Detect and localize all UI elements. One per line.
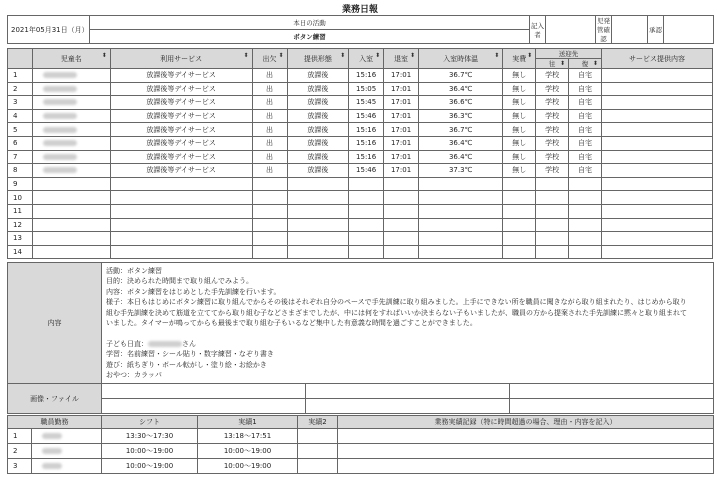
cell-in[interactable]: 15:16	[349, 123, 384, 137]
blurred-name	[42, 433, 62, 439]
file-slot[interactable]	[102, 399, 306, 414]
cell-fee[interactable]: 無し	[503, 109, 536, 123]
child-name[interactable]	[32, 177, 110, 191]
cell-form[interactable]: 放課後	[287, 109, 349, 123]
col-service[interactable]	[110, 49, 252, 69]
sort-icon[interactable]: ⬍	[278, 52, 284, 59]
cell-att[interactable]: 出	[252, 150, 287, 164]
table-row[interactable]	[8, 123, 713, 137]
table-row[interactable]	[8, 177, 713, 191]
cell-fee[interactable]	[503, 191, 536, 205]
cell-temp[interactable]: 36.7℃	[419, 69, 503, 83]
cell-att[interactable]: 出	[252, 82, 287, 96]
content-line: おやつ：カラッパ	[106, 371, 162, 380]
cell-out[interactable]: 17:01	[384, 136, 419, 150]
col-actual1: 実績1	[198, 416, 298, 429]
row-number: 14	[8, 245, 33, 259]
cell-in[interactable]: 15:16	[349, 136, 384, 150]
sort-icon[interactable]: ⬍	[527, 52, 533, 59]
staff-shift[interactable]: 13:30〜17:30	[102, 429, 198, 444]
row-number: 13	[8, 232, 33, 246]
blurred-name	[43, 72, 77, 78]
cell-content[interactable]	[601, 245, 712, 259]
staff-record[interactable]	[338, 429, 714, 444]
blurred-name	[42, 463, 62, 469]
staff-actual1[interactable]: 10:00〜19:00	[198, 459, 298, 474]
staff-record[interactable]	[338, 444, 714, 459]
cell-fee[interactable]: 無し	[503, 123, 536, 137]
row-number: 1	[8, 69, 33, 83]
cell-content[interactable]	[601, 69, 712, 83]
cell-in[interactable]: 15:05	[349, 82, 384, 96]
content-table	[7, 262, 714, 384]
staff-number: 1	[8, 429, 32, 444]
cell-out[interactable]	[384, 191, 419, 205]
confirm-field[interactable]	[612, 16, 648, 44]
content-spacer	[106, 328, 709, 338]
cell-out[interactable]	[384, 204, 419, 218]
cell-temp[interactable]	[419, 191, 503, 205]
content-line: いました。タイマーが鳴ってからも最後まで取り組む子もいるなど集中した有意義な時間を過ごすことができました。	[106, 319, 477, 328]
row-number: 8	[8, 164, 33, 178]
col-attendance[interactable]	[252, 49, 287, 69]
cell-in[interactable]: 15:16	[349, 69, 384, 83]
cell-service[interactable]	[110, 204, 252, 218]
table-row[interactable]	[8, 69, 713, 83]
row-number: 7	[8, 150, 33, 164]
staff-name[interactable]	[32, 429, 102, 444]
cell-temp[interactable]: 36.3℃	[419, 109, 503, 123]
cell-content[interactable]	[601, 82, 712, 96]
cell-temp[interactable]: 36.4℃	[419, 82, 503, 96]
cell-go[interactable]	[536, 177, 569, 191]
table-row[interactable]	[8, 96, 713, 110]
cell-temp[interactable]	[419, 218, 503, 232]
table-row[interactable]	[8, 218, 713, 232]
child-name[interactable]	[32, 123, 110, 137]
staff-actual2[interactable]	[298, 459, 338, 474]
cell-att[interactable]	[252, 191, 287, 205]
files-table	[7, 383, 714, 414]
child-name[interactable]	[32, 136, 110, 150]
cell-go[interactable]	[536, 245, 569, 259]
cell-fee[interactable]	[503, 204, 536, 218]
cell-fee[interactable]: 無し	[503, 150, 536, 164]
content-line: 学習：名前練習・シール貼り・数字練習・なぞり書き	[106, 350, 274, 359]
content-line: 目的：決められた時間まで取り組んでみよう。	[106, 277, 253, 286]
col-name[interactable]	[32, 49, 110, 69]
child-name[interactable]	[32, 218, 110, 232]
table-row[interactable]	[8, 109, 713, 123]
cell-go[interactable]: 学校	[536, 82, 569, 96]
staff-rows	[8, 429, 714, 474]
col-out[interactable]	[384, 49, 419, 69]
content-line-duty	[106, 339, 709, 349]
cell-service[interactable]: 放課後等デイサービス	[110, 96, 252, 110]
cell-back[interactable]: 自宅	[569, 82, 602, 96]
approve-label: 承認	[648, 16, 664, 44]
child-name[interactable]	[32, 232, 110, 246]
cell-in[interactable]: 15:16	[349, 150, 384, 164]
col-form-label: 提供形態	[303, 54, 332, 63]
duty-child-name	[148, 341, 182, 347]
cell-out[interactable]: 17:01	[384, 96, 419, 110]
report-date: 2021年05月31日（月）	[8, 16, 90, 44]
row-number: 10	[8, 191, 33, 205]
cell-fee[interactable]: 無し	[503, 96, 536, 110]
cell-out[interactable]	[384, 245, 419, 259]
cell-back[interactable]: 自宅	[569, 69, 602, 83]
content-line: 内容：ボタン練習をはじめとした手先訓練を行います。	[106, 287, 281, 296]
col-go-label: 往	[548, 60, 556, 68]
cell-form[interactable]: 放課後	[287, 123, 349, 137]
cell-out[interactable]: 17:01	[384, 150, 419, 164]
blurred-name	[43, 167, 77, 173]
table-row[interactable]	[8, 136, 713, 150]
staff-row[interactable]	[8, 429, 714, 444]
daily-report-page	[7, 0, 713, 480]
cell-content[interactable]	[601, 123, 712, 137]
cell-temp[interactable]	[419, 177, 503, 191]
cell-service[interactable]	[110, 177, 252, 191]
cell-back[interactable]: 自宅	[569, 109, 602, 123]
cell-content[interactable]	[601, 191, 712, 205]
cell-back[interactable]	[569, 204, 602, 218]
blurred-name	[43, 140, 77, 146]
sort-icon[interactable]: ⬍	[560, 60, 566, 67]
table-row[interactable]	[8, 82, 713, 96]
cell-service[interactable]	[110, 232, 252, 246]
cell-go[interactable]: 学校	[536, 109, 569, 123]
table-row[interactable]	[8, 150, 713, 164]
cell-back[interactable]: 自宅	[569, 123, 602, 137]
sort-icon[interactable]: ⬍	[101, 52, 107, 59]
cell-in[interactable]	[349, 232, 384, 246]
staff-row[interactable]	[8, 444, 714, 459]
col-attendance-label: 出欠	[262, 54, 277, 63]
cell-in[interactable]	[349, 191, 384, 205]
cell-att[interactable]	[252, 245, 287, 259]
cell-form[interactable]: 放課後	[287, 96, 349, 110]
cell-go[interactable]: 学校	[536, 150, 569, 164]
cell-content[interactable]	[601, 109, 712, 123]
activity-value: ボタン練習	[90, 30, 530, 44]
cell-in[interactable]	[349, 245, 384, 259]
cell-go[interactable]: 学校	[536, 96, 569, 110]
cell-fee[interactable]	[503, 218, 536, 232]
confirm-label: 児発管確認	[597, 17, 610, 43]
cell-att[interactable]	[252, 232, 287, 246]
child-name[interactable]	[32, 82, 110, 96]
cell-content[interactable]	[601, 232, 712, 246]
cell-service[interactable]: 放課後等デイサービス	[110, 164, 252, 178]
file-slot[interactable]	[510, 399, 714, 414]
cell-go[interactable]: 学校	[536, 69, 569, 83]
cell-go[interactable]	[536, 218, 569, 232]
cell-content[interactable]	[601, 177, 712, 191]
cell-form[interactable]	[287, 204, 349, 218]
cell-fee[interactable]: 無し	[503, 164, 536, 178]
cell-in[interactable]	[349, 218, 384, 232]
cell-out[interactable]	[384, 218, 419, 232]
report-header-table	[7, 15, 714, 44]
sort-icon[interactable]: ⬍	[494, 52, 500, 59]
cell-fee[interactable]	[503, 245, 536, 259]
cell-go[interactable]	[536, 204, 569, 218]
child-name[interactable]	[32, 191, 110, 205]
col-in-label: 入室	[359, 54, 374, 63]
table-row[interactable]	[8, 204, 713, 218]
cell-att[interactable]: 出	[252, 69, 287, 83]
row-number: 9	[8, 177, 33, 191]
col-service-label: 利用サービス	[160, 54, 203, 63]
cell-att[interactable]: 出	[252, 123, 287, 137]
cell-in[interactable]	[349, 177, 384, 191]
staff-name[interactable]	[32, 444, 102, 459]
col-form[interactable]	[287, 49, 349, 69]
child-name[interactable]	[32, 245, 110, 259]
cell-temp[interactable]	[419, 245, 503, 259]
cell-go[interactable]: 学校	[536, 123, 569, 137]
staff-actual1[interactable]: 13:18〜17:51	[198, 429, 298, 444]
row-number: 6	[8, 136, 33, 150]
duty-suffix: さん	[182, 339, 196, 348]
table-row[interactable]	[8, 191, 713, 205]
blurred-name	[42, 448, 62, 454]
files-label: 画像・ファイル	[8, 384, 102, 414]
cell-out[interactable]	[384, 232, 419, 246]
col-fee[interactable]	[503, 49, 536, 69]
cell-go[interactable]	[536, 191, 569, 205]
cell-content[interactable]	[601, 150, 712, 164]
cell-att[interactable]: 出	[252, 164, 287, 178]
cell-att[interactable]: 出	[252, 96, 287, 110]
cell-go[interactable]: 学校	[536, 164, 569, 178]
staff-actual2[interactable]	[298, 429, 338, 444]
child-name[interactable]	[32, 69, 110, 83]
sort-icon[interactable]: ⬍	[410, 52, 416, 59]
cell-back[interactable]: 自宅	[569, 136, 602, 150]
staff-shift[interactable]: 10:00〜19:00	[102, 459, 198, 474]
cell-out[interactable]: 17:01	[384, 109, 419, 123]
cell-service[interactable]: 放課後等デイサービス	[110, 150, 252, 164]
recorder-field[interactable]	[546, 16, 596, 44]
cell-back[interactable]	[569, 177, 602, 191]
cell-out[interactable]: 17:01	[384, 69, 419, 83]
child-name[interactable]	[32, 109, 110, 123]
content-line: 組む手先訓練を決めて筋道を立ててから取り組む子などさまざまでしたが、中には何をすればいいか決まらない子もいましたが、職員の方から提案された手先訓練に黙々と取り組まれて	[106, 308, 687, 317]
cell-fee[interactable]: 無し	[503, 69, 536, 83]
content-line: 活動：ボタン練習	[106, 267, 162, 275]
cell-out[interactable]: 17:01	[384, 123, 419, 137]
cell-service[interactable]	[110, 191, 252, 205]
cell-temp[interactable]: 37.3℃	[419, 164, 503, 178]
blurred-name	[43, 154, 77, 160]
staff-record[interactable]	[338, 459, 714, 474]
cell-form[interactable]: 放課後	[287, 150, 349, 164]
file-slot[interactable]	[306, 384, 510, 399]
cell-form[interactable]: 放課後	[287, 136, 349, 150]
cell-att[interactable]	[252, 204, 287, 218]
col-go[interactable]	[536, 59, 569, 69]
content-line: 遊び：紙ちぎり・ボール転がし・塗り絵・お絵かき	[106, 360, 267, 369]
cell-fee[interactable]: 無し	[503, 82, 536, 96]
cell-in[interactable]: 15:46	[349, 164, 384, 178]
cell-form[interactable]	[287, 218, 349, 232]
table-row[interactable]	[8, 232, 713, 246]
blurred-name	[43, 113, 77, 119]
cell-temp[interactable]: 36.6℃	[419, 96, 503, 110]
child-name[interactable]	[32, 96, 110, 110]
cell-form[interactable]	[287, 191, 349, 205]
cell-service[interactable]: 放課後等デイサービス	[110, 123, 252, 137]
cell-service[interactable]: 放課後等デイサービス	[110, 82, 252, 96]
cell-fee[interactable]	[503, 232, 536, 246]
cell-content[interactable]	[601, 218, 712, 232]
cell-att[interactable]: 出	[252, 136, 287, 150]
cell-att[interactable]: 出	[252, 109, 287, 123]
child-name[interactable]	[32, 164, 110, 178]
cell-form[interactable]: 放課後	[287, 82, 349, 96]
staff-shift[interactable]: 10:00〜19:00	[102, 444, 198, 459]
cell-service[interactable]	[110, 218, 252, 232]
cell-temp[interactable]: 36.4℃	[419, 136, 503, 150]
cell-out[interactable]: 17:01	[384, 164, 419, 178]
child-name[interactable]	[32, 204, 110, 218]
cell-service[interactable]: 放課後等デイサービス	[110, 109, 252, 123]
cell-form[interactable]	[287, 232, 349, 246]
table-row[interactable]	[8, 164, 713, 178]
col-in[interactable]	[349, 49, 384, 69]
cell-service[interactable]: 放課後等デイサービス	[110, 69, 252, 83]
staff-number: 3	[8, 459, 32, 474]
col-out-label: 退室	[394, 54, 409, 63]
cell-att[interactable]	[252, 218, 287, 232]
file-slot[interactable]	[510, 384, 714, 399]
row-number: 2	[8, 82, 33, 96]
col-content: サービス提供内容	[601, 49, 712, 69]
recorder-label: 記入者	[530, 16, 546, 44]
content-line: 様子：本日もはじめにボタン練習に取り組んでからその後はそれぞれ自分のペースで手先訓練に取り組みました。上手にできない所を職員に聞きながら取り組まれたり、はじめから取り	[106, 298, 687, 307]
staff-actual1[interactable]: 10:00〜19:00	[198, 444, 298, 459]
cell-in[interactable]	[349, 204, 384, 218]
col-back[interactable]	[569, 59, 602, 69]
row-number: 11	[8, 204, 33, 218]
cell-form[interactable]: 放課後	[287, 164, 349, 178]
content-label: 内容	[8, 263, 102, 384]
cell-service[interactable]: 放課後等デイサービス	[110, 136, 252, 150]
col-shift: シフト	[102, 416, 198, 429]
col-temp-label: 入室時体温	[443, 54, 479, 63]
staff-number: 2	[8, 444, 32, 459]
cell-temp[interactable]: 36.7℃	[419, 123, 503, 137]
blurred-name	[43, 127, 77, 133]
cell-form[interactable]	[287, 177, 349, 191]
cell-temp[interactable]: 36.4℃	[419, 150, 503, 164]
col-name-label: 児童名	[60, 54, 82, 63]
attendance-table	[7, 48, 713, 259]
col-transport: 送迎先	[536, 49, 602, 59]
child-name[interactable]	[32, 150, 110, 164]
cell-back[interactable]	[569, 245, 602, 259]
file-slot[interactable]	[102, 384, 306, 399]
cell-out[interactable]: 17:01	[384, 82, 419, 96]
cell-fee[interactable]: 無し	[503, 136, 536, 150]
cell-back[interactable]: 自宅	[569, 150, 602, 164]
cell-content[interactable]	[601, 164, 712, 178]
activity-label: 本日の活動	[90, 16, 530, 30]
cell-out[interactable]	[384, 177, 419, 191]
cell-content[interactable]	[601, 136, 712, 150]
table-row[interactable]	[8, 245, 713, 259]
col-number	[8, 49, 33, 69]
sort-icon[interactable]: ⬍	[340, 52, 346, 59]
cell-form[interactable]: 放課後	[287, 69, 349, 83]
cell-fee[interactable]	[503, 177, 536, 191]
row-number: 3	[8, 96, 33, 110]
cell-service[interactable]	[110, 245, 252, 259]
cell-form[interactable]	[287, 245, 349, 259]
row-number: 4	[8, 109, 33, 123]
staff-table	[7, 415, 714, 474]
cell-content[interactable]	[601, 204, 712, 218]
col-fee-label: 実費	[512, 54, 527, 63]
staff-actual2[interactable]	[298, 444, 338, 459]
col-record: 業務実績記録（特に時間超過の場合、理由・内容を記入）	[338, 416, 714, 429]
sort-icon[interactable]: ⬍	[375, 52, 381, 59]
col-temp[interactable]	[419, 49, 503, 69]
cell-back[interactable]	[569, 191, 602, 205]
sort-icon[interactable]: ⬍	[243, 52, 249, 59]
cell-back[interactable]: 自宅	[569, 164, 602, 178]
cell-back[interactable]	[569, 232, 602, 246]
cell-temp[interactable]	[419, 232, 503, 246]
cell-go[interactable]: 学校	[536, 136, 569, 150]
row-number: 5	[8, 123, 33, 137]
attendance-rows	[8, 69, 713, 259]
col-actual2: 実績2	[298, 416, 338, 429]
staff-name[interactable]	[32, 459, 102, 474]
duty-label: 子ども日直：	[106, 339, 148, 348]
blurred-name	[43, 99, 77, 105]
approve-field[interactable]	[664, 16, 714, 44]
cell-att[interactable]	[252, 177, 287, 191]
col-staff: 職員勤務	[8, 416, 102, 429]
cell-go[interactable]	[536, 232, 569, 246]
file-slot[interactable]	[306, 399, 510, 414]
cell-in[interactable]: 15:45	[349, 96, 384, 110]
row-number: 12	[8, 218, 33, 232]
sort-icon[interactable]: ⬍	[592, 60, 598, 67]
cell-back[interactable]	[569, 218, 602, 232]
cell-temp[interactable]	[419, 204, 503, 218]
cell-content[interactable]	[601, 96, 712, 110]
staff-row[interactable]	[8, 459, 714, 474]
report-title: 業務日報	[341, 5, 378, 15]
cell-back[interactable]: 自宅	[569, 96, 602, 110]
cell-in[interactable]: 15:46	[349, 109, 384, 123]
content-text[interactable]	[102, 263, 714, 384]
blurred-name	[43, 86, 77, 92]
col-back-label: 復	[581, 60, 589, 68]
